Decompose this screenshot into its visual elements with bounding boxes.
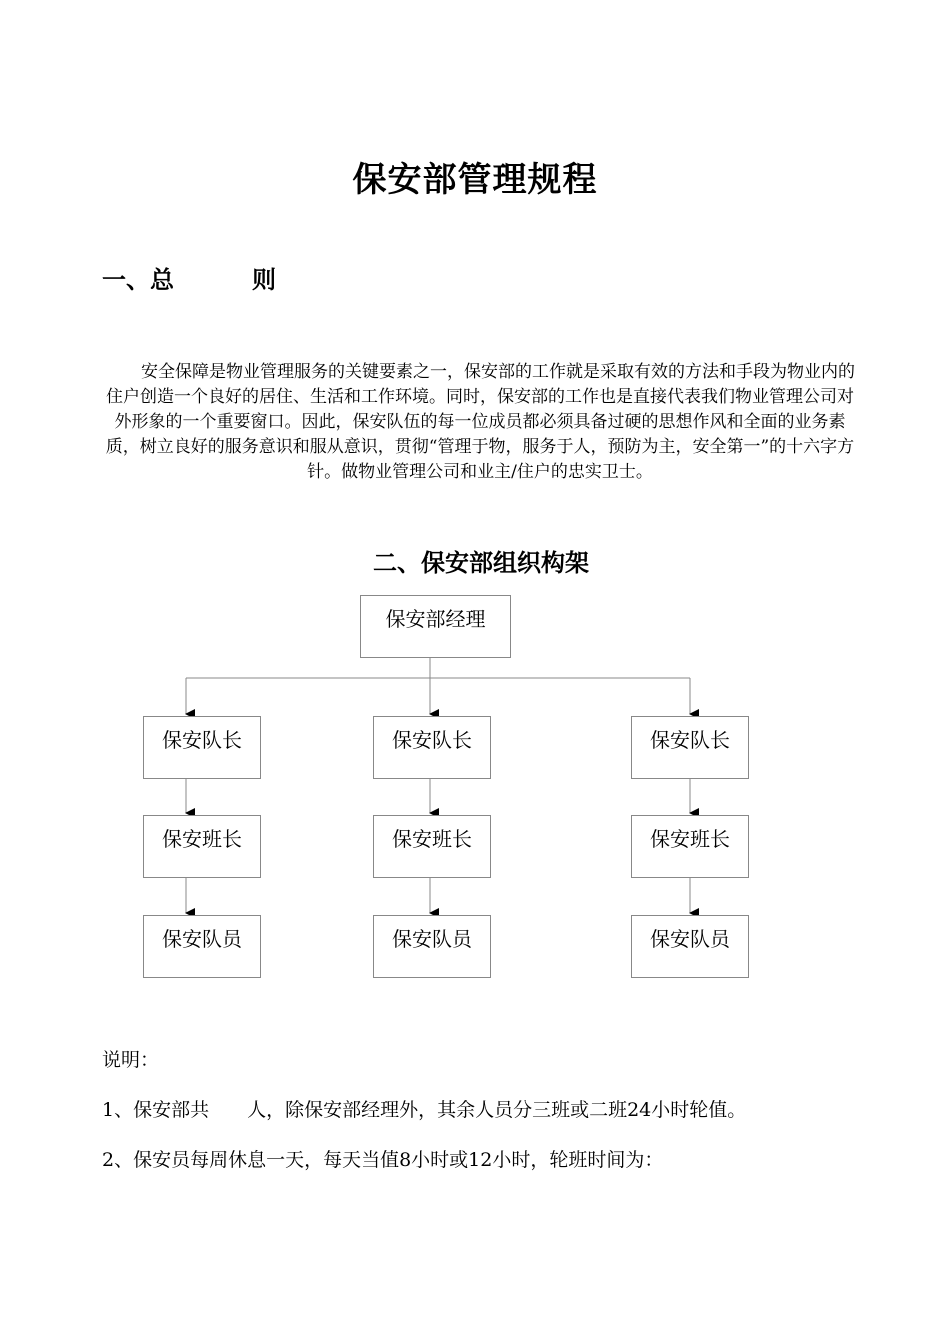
org-node-member-3: 保安队员 <box>631 915 749 978</box>
org-node-leader-2: 保安班长 <box>373 815 491 878</box>
notes-label: 说明： <box>102 1049 160 1071</box>
section-1-number: 一、总 <box>102 265 174 294</box>
section-1-tail: 则 <box>252 265 276 294</box>
org-node-captain-1: 保安队长 <box>143 716 261 779</box>
note-item-1: 1、保安部共 人，除保安部经理外，其余人员分三班或二班24小时轮值。 <box>102 1099 747 1121</box>
org-node-captain-2: 保安队长 <box>373 716 491 779</box>
section-2-heading: 二、保安部组织构架 <box>373 548 589 577</box>
org-node-member-2: 保安队员 <box>373 915 491 978</box>
page-title: 保安部管理规程 <box>352 160 598 200</box>
org-node-manager: 保安部经理 <box>360 595 511 658</box>
org-node-captain-3: 保安队长 <box>631 716 749 779</box>
org-node-leader-3: 保安班长 <box>631 815 749 878</box>
note-item-2: 2、保安员每周休息一天，每天当值8小时或12小时，轮班时间为： <box>102 1149 664 1171</box>
paragraph-text: 安全保障是物业管理服务的关键要素之一，保安部的工作就是采取有效的方法和手段为物业内的住户创造一个良好的居住、生活和工作环境。同时，保安部的工作也是直接代表我们物业管理公司对外形象的一个重要窗口。因此，保安队伍的每一位成员都必须具备过硬的思想作风和全面的业务素质，树立良好的服务意识和服从意识，贯彻“管理于物，服务于人，预防为主，安全第一”的十六字方针。做物业管理公司和业主/住户的忠实卫士。 <box>105 362 855 482</box>
org-node-member-1: 保安队员 <box>143 915 261 978</box>
org-node-leader-1: 保安班长 <box>143 815 261 878</box>
